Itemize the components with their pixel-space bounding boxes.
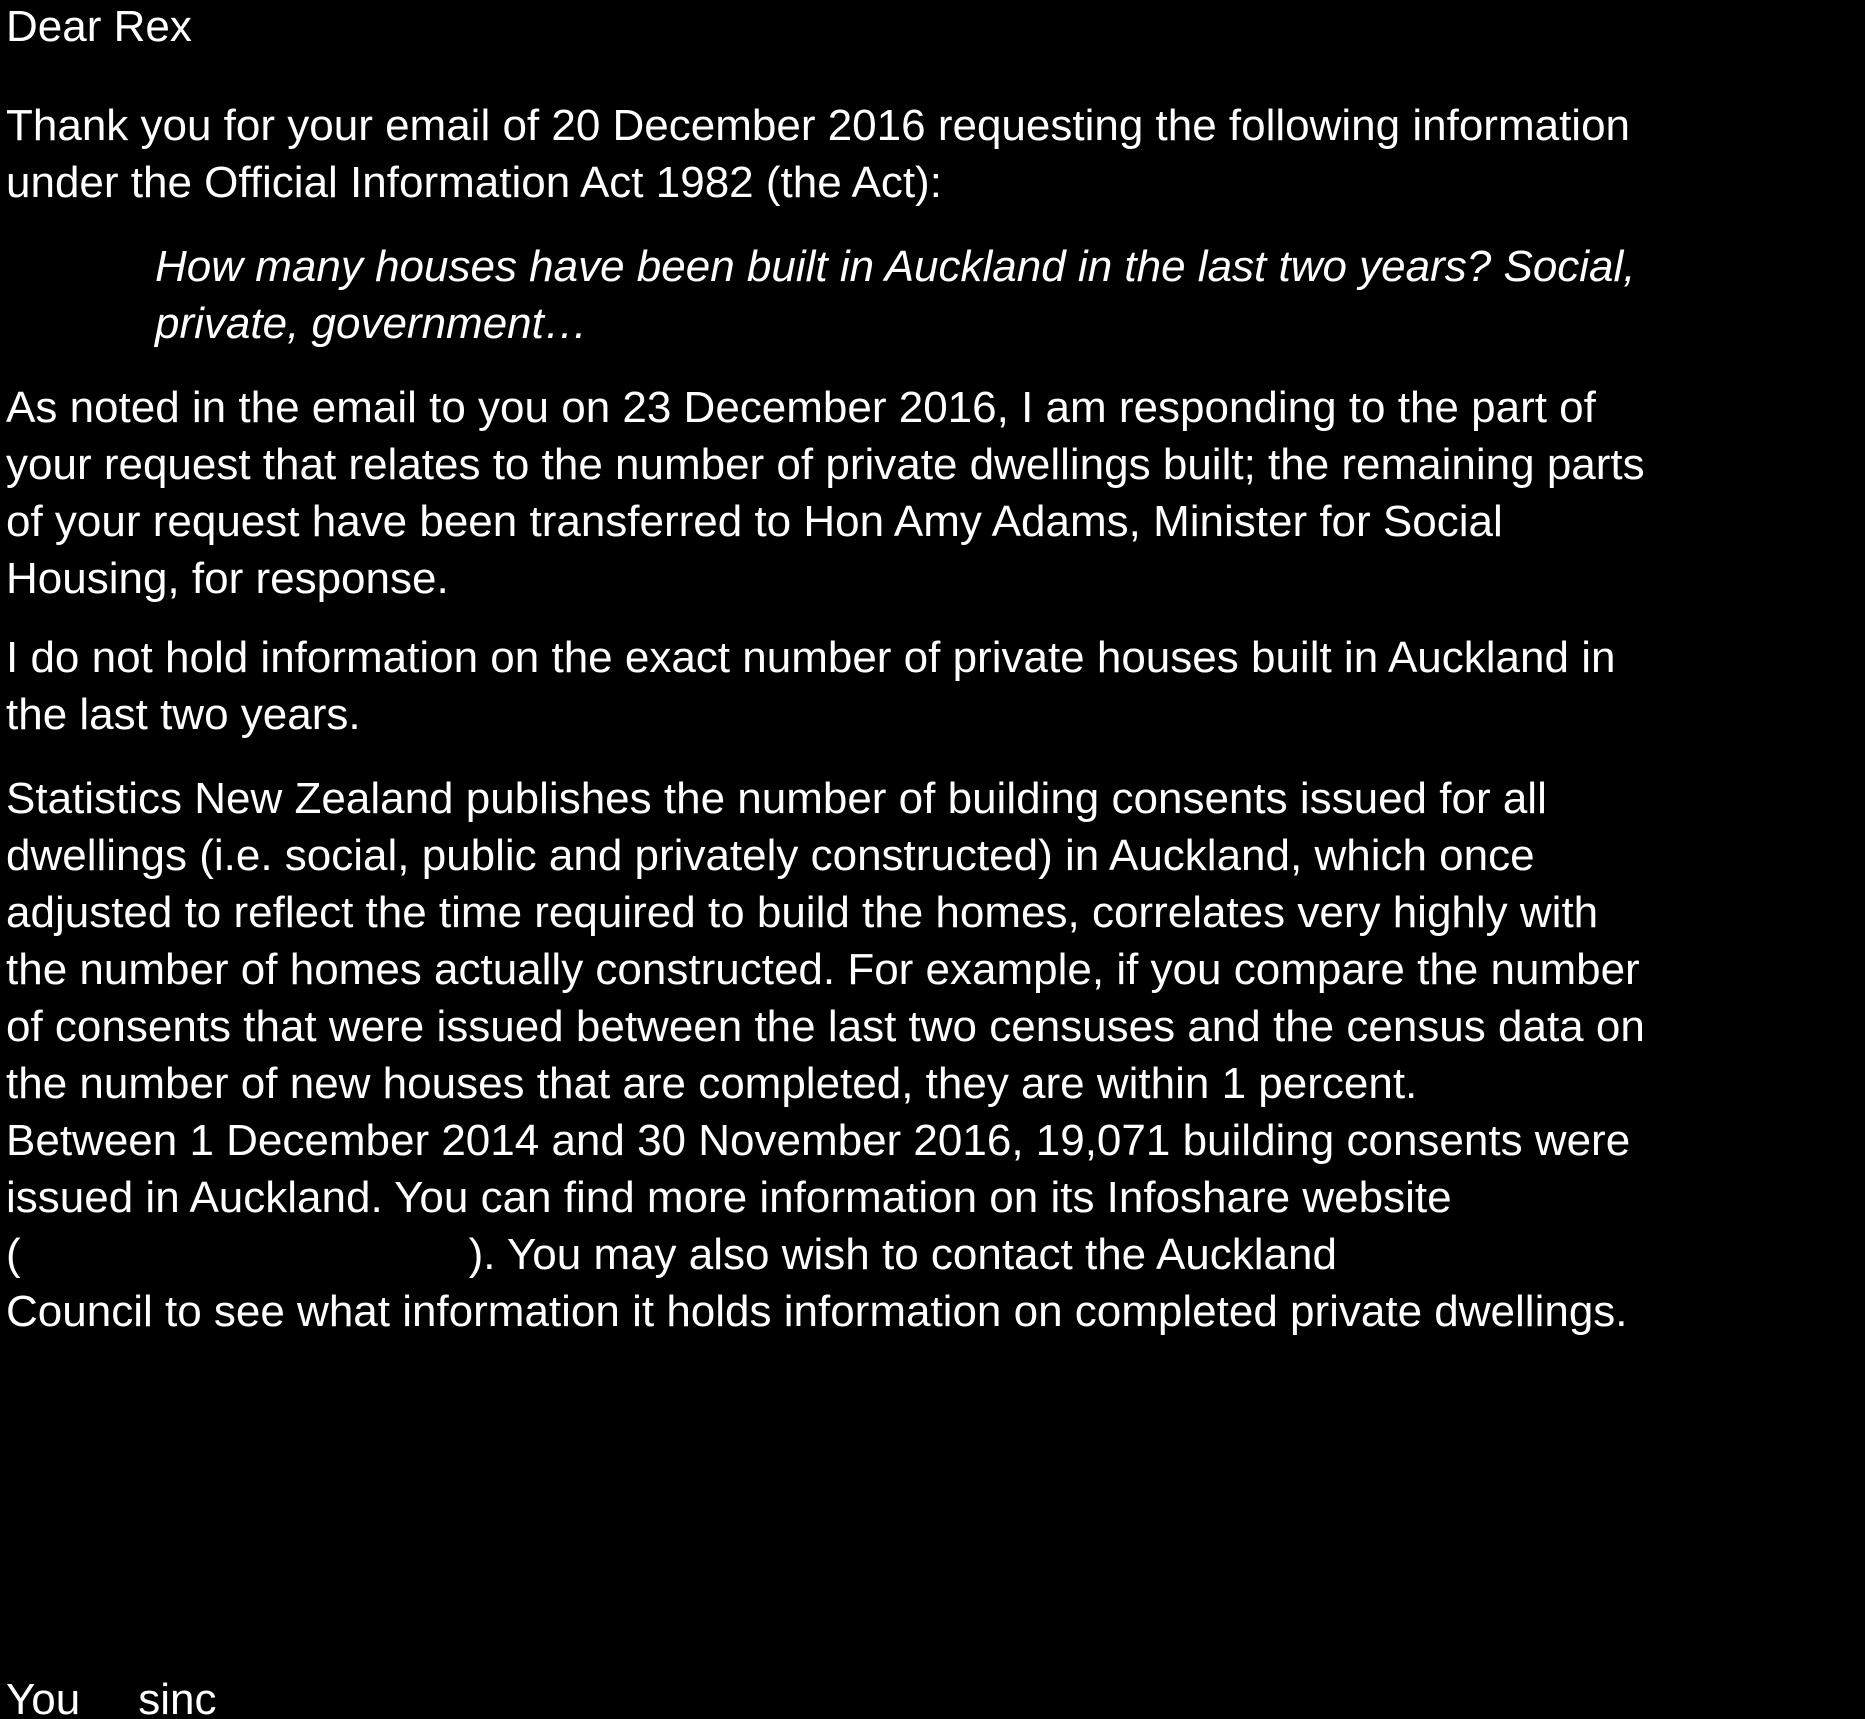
salutation-text: Dear Rex: [6, 2, 192, 51]
paragraph-line: Statistics New Zealand publishes the number of building consents issued for all: [6, 774, 1547, 823]
paragraph-line: dwellings (i.e. social, public and privately constructed) in Auckland, which once: [6, 831, 1535, 880]
intro-line: Thank you for your email of 20 December 2016 requesting the following information: [6, 101, 1631, 150]
consents-paragraph: [6, 1112, 1630, 1340]
signoff: [6, 1671, 217, 1719]
paragraph-line: of consents that were issued between the last two censuses and the census data on: [6, 1002, 1645, 1051]
intro-paragraph: [6, 97, 1630, 211]
paragraph-line: Council to see what information it holds information on completed private dwellings.: [6, 1287, 1628, 1336]
signoff-part2: sinc: [138, 1675, 217, 1719]
not-held-paragraph: [6, 629, 1615, 743]
statistics-paragraph: [6, 770, 1645, 1112]
paragraph-line: adjusted to reflect the time required to build the homes, correlates very highly with: [6, 888, 1599, 937]
paragraph-line: the last two years.: [6, 690, 361, 739]
paragraph-line: Housing, for response.: [6, 554, 449, 603]
paragraph-line: of your request have been transferred to Hon Amy Adams, Minister for Social: [6, 497, 1503, 546]
signoff-line: [6, 1671, 217, 1719]
quoted-request: [155, 238, 1636, 352]
salutation: [6, 0, 192, 55]
paragraph-line: the number of new houses that are completed, they are within 1 percent.: [6, 1059, 1418, 1108]
paragraph-line: the number of homes actually constructed. For example, if you compare the number: [6, 945, 1640, 994]
paragraph-line: I do not hold information on the exact number of private houses built in Auckland in: [6, 633, 1616, 682]
quote-line: How many houses have been built in Auckland in the last two years? Social,: [155, 242, 1636, 291]
signoff-part1: You: [6, 1675, 81, 1719]
paragraph-line: your request that relates to the number of private dwellings built; the remaining parts: [6, 440, 1645, 489]
paragraph-line: Between 1 December 2014 and 30 November 2016, 19,071 building consents were: [6, 1116, 1631, 1165]
paragraph-line: As noted in the email to you on 23 December 2016, I am responding to the part of: [6, 383, 1596, 432]
paragraph-line: issued in Auckland. You can find more information on its Infoshare website: [6, 1173, 1452, 1222]
open-paren: (: [6, 1230, 21, 1279]
quote-line: private, government…: [155, 299, 588, 348]
transfer-paragraph: [6, 379, 1645, 607]
intro-line: under the Official Information Act 1982 (the Act):: [6, 158, 942, 207]
paragraph-line-with-redaction: [6, 1226, 1630, 1283]
line-rest: ). You may also wish to contact the Auckland: [468, 1230, 1337, 1279]
